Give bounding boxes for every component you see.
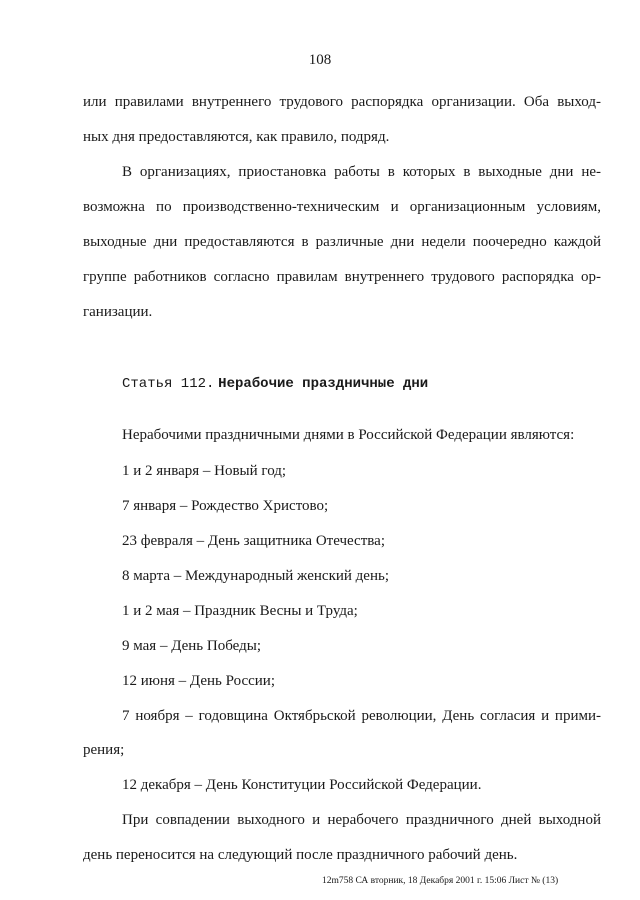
paragraph2-line2: возможна по производственно-техническим и организационным условиям,: [83, 199, 601, 215]
article-label: Статья 112.: [122, 376, 215, 392]
paragraph1-line2: ных дня предоставляются, как правило, подряд.: [83, 129, 390, 145]
holiday-list-item: 7 января – Рождество Христово;: [122, 498, 329, 514]
print-footer: 12m758 СА вторник, 18 Декабря 2001 г. 15:06 Лист № (13): [322, 876, 559, 886]
holiday-list-item: 23 февраля – День защитника Отечества;: [122, 533, 385, 549]
holiday-list-item: 8 марта – Международный женский день;: [122, 568, 389, 584]
holiday-list-item: 1 и 2 января – Новый год;: [122, 463, 287, 479]
holiday-list-item: 12 июня – День России;: [122, 673, 275, 689]
paragraph2-line4: группе работников согласно правилам внутреннего трудового распорядка ор-: [83, 269, 601, 285]
holiday-november-line2: рения;: [83, 742, 125, 758]
closing-line2: день переносится на следующий после праздничного рабочий день.: [83, 847, 518, 863]
paragraph1-line1: или правилами внутреннего трудового распорядка организации. Оба выход-: [83, 94, 601, 110]
holiday-list-item: 1 и 2 мая – Праздник Весны и Труда;: [122, 603, 358, 619]
holiday-december: 12 декабря – День Конституции Российской Федерации.: [122, 777, 482, 793]
page-number: 108: [308, 52, 332, 68]
paragraph2-line3: выходные дни предоставляются в различные дни недели поочередно каждой: [83, 234, 601, 250]
paragraph2-line5: ганизации.: [83, 304, 153, 320]
holiday-list-item: 9 мая – День Победы;: [122, 638, 261, 654]
paragraph2-line1: В организациях, приостановка работы в которых в выходные дни не-: [122, 164, 601, 180]
article-heading: [122, 375, 428, 392]
holiday-november-line1: 7 ноября – годовщина Октябрьской революции, День согласия и прими-: [122, 708, 601, 724]
closing-line1: При совпадении выходного и нерабочего праздничного дней выходной: [122, 812, 601, 828]
article-title: Нерабочие праздничные дни: [218, 376, 429, 392]
holidays-intro: Нерабочими праздничными днями в Российской Федерации являются:: [122, 427, 575, 443]
